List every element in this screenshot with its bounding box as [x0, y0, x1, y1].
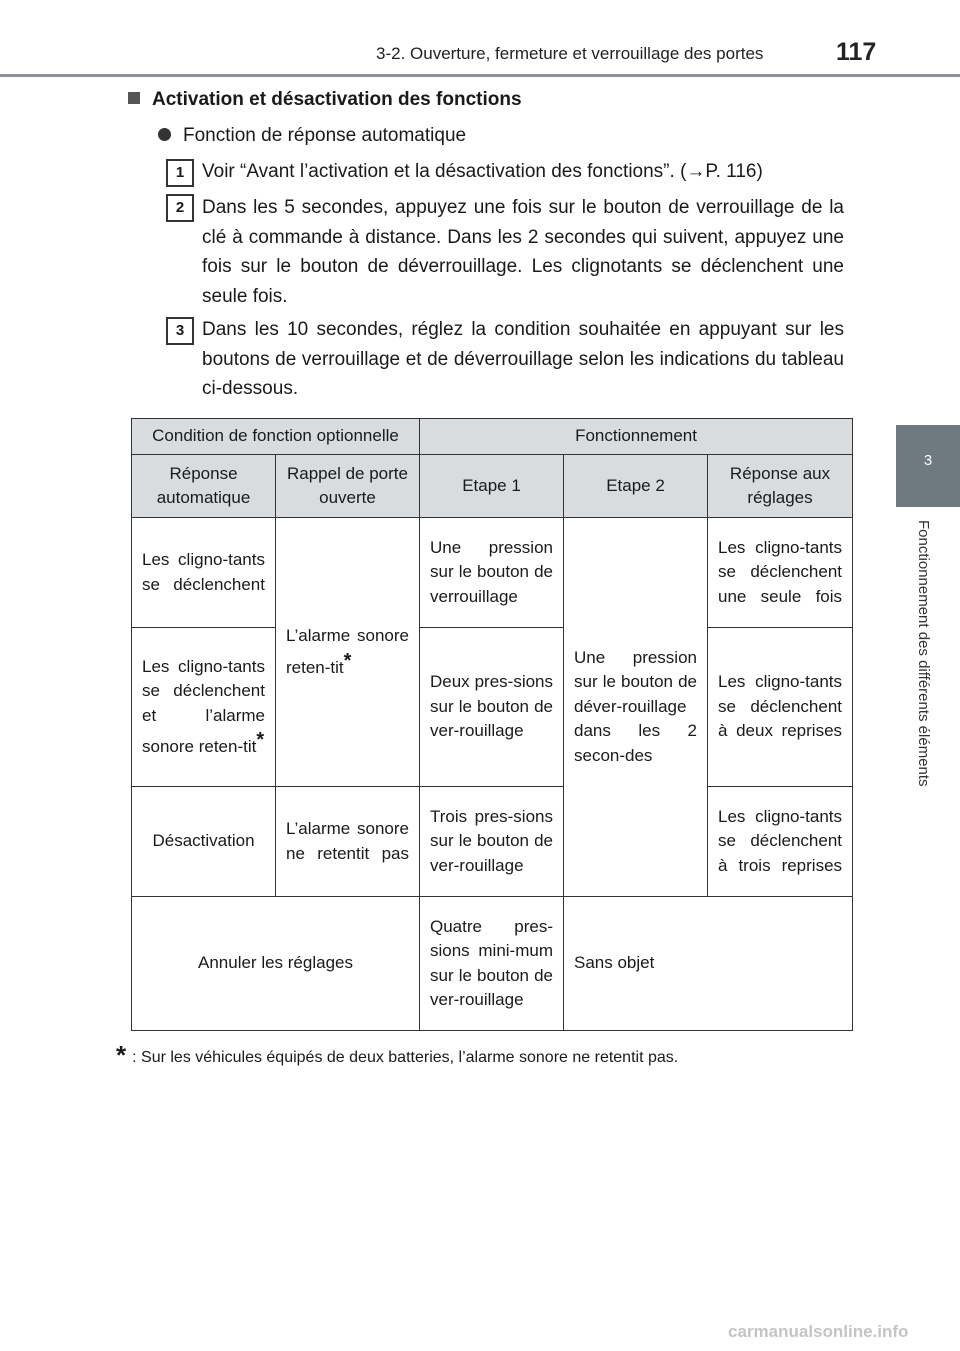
cell-r13-step2: Une pression sur le bouton de déver-rouillage dans les 2 secon-des: [564, 518, 708, 897]
cell-r12-door: [276, 518, 420, 787]
table-row: [132, 787, 853, 897]
footnote: [116, 1040, 678, 1071]
running-header: 3-2. Ouverture, fermeture et verrouillage des portes: [376, 44, 764, 63]
footnote-marker: *: [116, 1040, 127, 1070]
cell-r2-response: Les cligno-tants se déclenchent à deux reprises: [708, 628, 853, 787]
asterisk-mark: *: [256, 729, 265, 751]
cell-r2-auto-text: Les cligno-tants se déclenchent et l’alarme sonore reten-tit: [142, 656, 265, 756]
step-3-text: Dans les 10 secondes, réglez la condition souhaitée en appuyant sur les boutons de verrouillage et de déverrouillage selon les indications du tableau ci-dessous.: [202, 319, 844, 399]
cell-r1-auto: Les cligno-tants se déclenchent: [132, 518, 276, 628]
cell-r4-step1: Quatre pres-sions mini-mum sur le bouton de ver-rouillage: [420, 897, 564, 1031]
cell-r4-rest: Sans objet: [564, 897, 853, 1031]
function-bullet-text: Fonction de réponse automatique: [183, 125, 467, 146]
step-1-number: 1: [166, 159, 194, 187]
cell-r3-step1: Trois pres-sions sur le bouton de ver-rouillage: [420, 787, 564, 897]
step-3-number: 3: [166, 317, 194, 345]
header-divider: [0, 74, 960, 77]
col-step-2: Etape 2: [564, 455, 708, 518]
col-settings-response: Réponse aux réglages: [708, 455, 853, 518]
asterisk-mark: *: [343, 649, 352, 672]
watermark: carmanualsonline.info: [728, 1322, 909, 1341]
section-heading-text: Activation et désactivation des fonctions: [152, 89, 522, 110]
table-column-header-row: [132, 455, 853, 518]
cell-r2-step1: Deux pres-sions sur le bouton de ver-rouillage: [420, 628, 564, 787]
table-row: [132, 897, 853, 1031]
table-row: [132, 518, 853, 628]
chapter-title: Fonctionnement des différents éléments: [915, 520, 932, 787]
header-operation: Fonctionnement: [420, 419, 853, 455]
footnote-text: : Sur les véhicules équipés de deux batteries, l’alarme sonore ne retentit pas.: [132, 1049, 679, 1066]
cell-r12-door-text: L’alarme sonore reten-tit: [286, 626, 409, 677]
cell-r1-response: Les cligno-tants se déclenchent une seule fois: [708, 518, 853, 628]
cell-r3-response: Les cligno-tants se déclenchent à trois reprises: [708, 787, 853, 897]
col-door-reminder: Rappel de porte ouverte: [276, 455, 420, 518]
options-table: [131, 418, 853, 1031]
header-condition: Condition de fonction optionnelle: [132, 419, 420, 455]
function-bullet: [158, 125, 466, 147]
square-bullet-icon: [128, 92, 140, 104]
table-group-header-row: [132, 419, 853, 455]
step-1-text: Voir “Avant l’activation et la désactivation des fonctions”. (→P. 116): [202, 161, 763, 182]
chapter-tab: [896, 425, 960, 507]
cell-r4-condition: Annuler les réglages: [132, 897, 420, 1031]
cell-r2-auto: [132, 628, 276, 787]
step-2-text: Dans les 5 secondes, appuyez une fois sur le bouton de verrouillage de la clé à commande à distance. Dans les 2 secondes qui suivent, appuyez une fois sur le bouton de déverrouillage. Les clignotants se déclenchent une seule fois.: [202, 197, 844, 307]
circle-bullet-icon: [158, 128, 171, 141]
cell-r1-step1: Une pression sur le bouton de verrouillage: [420, 518, 564, 628]
cell-r3-auto: Désactivation: [132, 787, 276, 897]
page-number: 117: [836, 38, 877, 66]
col-auto-response: Réponse automatique: [132, 455, 276, 518]
cell-r3-door: L’alarme sonore ne retentit pas: [276, 787, 420, 897]
step-2-number: 2: [166, 194, 194, 222]
chapter-number: 3: [923, 452, 933, 469]
section-heading: [128, 89, 522, 111]
col-step-1: Etape 1: [420, 455, 564, 518]
table-row: [132, 628, 853, 787]
